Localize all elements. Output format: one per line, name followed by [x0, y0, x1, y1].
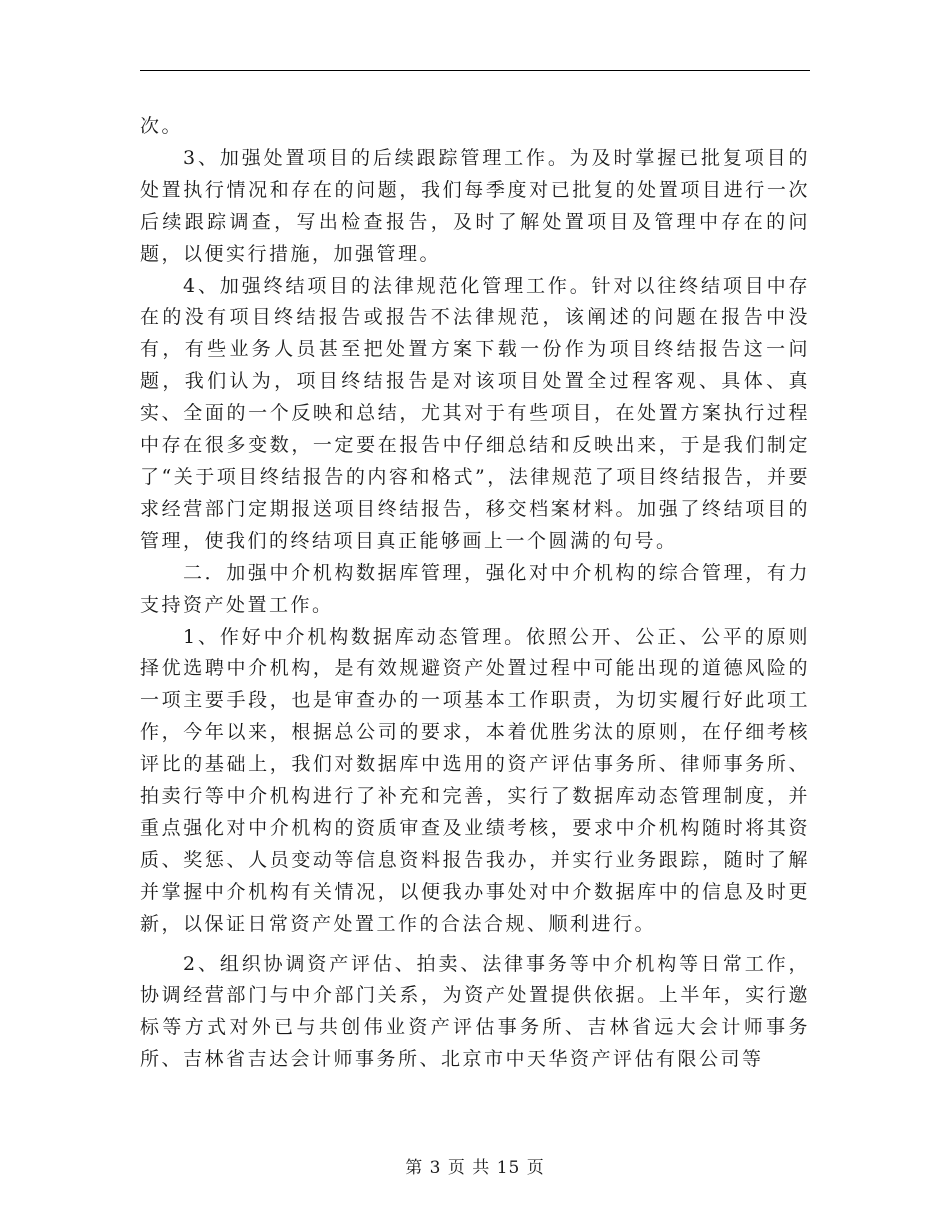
- document-body: [140, 111, 810, 1076]
- section-heading-2: 二．加强中介机构数据库管理，强化对中介机构的综合管理，有力支持资产处置工作。: [140, 561, 810, 616]
- paragraph-continuation: 次。: [140, 115, 184, 137]
- paragraph-item-4: 4、加强终结项目的法律规范化管理工作。针对以往终结项目中存在的没有项目终结报告或报告不法律规范，该阐述的问题在报告中没有，有些业务人员甚至把处置方案下载一份作为项目终结报告这一问题，我们认为，项目终结报告是对该项目处置全过程客观、具体、真实、全面的一个反映和总结，尤其对于有些项目，在处置方案执行过程中存在很多变数，一定要在报告中仔细总结和反映出来，于是我们制定了“关于项目终结报告的内容和格式”，法律规范了项目终结报告，并要求经营部门定期报送项目终结报告，移交档案材料。加强了终结项目的管理，使我们的终结项目真正能够画上一个圆满的句号。: [140, 274, 810, 552]
- paragraph-item-1: 1、作好中介机构数据库动态管理。依照公开、公正、公平的原则择优选聘中介机构，是有效规避资产处置过程中可能出现的道德风险的一项主要手段，也是审查办的一项基本工作职责，为切实履行好此项工作，今年以来，根据总公司的要求，本着优胜劣汰的原则，在仔细考核评比的基础上，我们对数据库中选用的资产评估事务所、律师事务所、拍卖行等中介机构进行了补充和完善，实行了数据库动态管理制度，并重点强化对中介机构的资质审查及业绩考核，要求中介机构随时将其资质、奖惩、人员变动等信息资料报告我办，并实行业务跟踪，随时了解并掌握中介机构有关情况，以便我办事处对中介数据库中的信息及时更新，以保证日常资产处置工作的合法合规、顺利进行。: [140, 625, 810, 935]
- header-rule: [140, 70, 810, 71]
- paragraph-item-2: 2、组织协调资产评估、拍卖、法律事务等中介机构等日常工作，协调经营部门与中介部门关系，为资产处置提供依据。上半年，实行邀标等方式对外已与共创伟业资产评估事务所、吉林省远大会计师事务所、吉林省吉达会计师事务所、北京市中天华资产评估有限公司等: [140, 952, 810, 1071]
- page-number: 第 3 页 共 15 页: [405, 1158, 545, 1178]
- paragraph-item-3: 3、加强处置项目的后续跟踪管理工作。为及时掌握已批复项目的处置执行情况和存在的问题，我们每季度对已批复的处置项目进行一次后续跟踪调查，写出检查报告，及时了解处置项目及管理中存在的问题，以便实行措施，加强管理。: [140, 146, 810, 265]
